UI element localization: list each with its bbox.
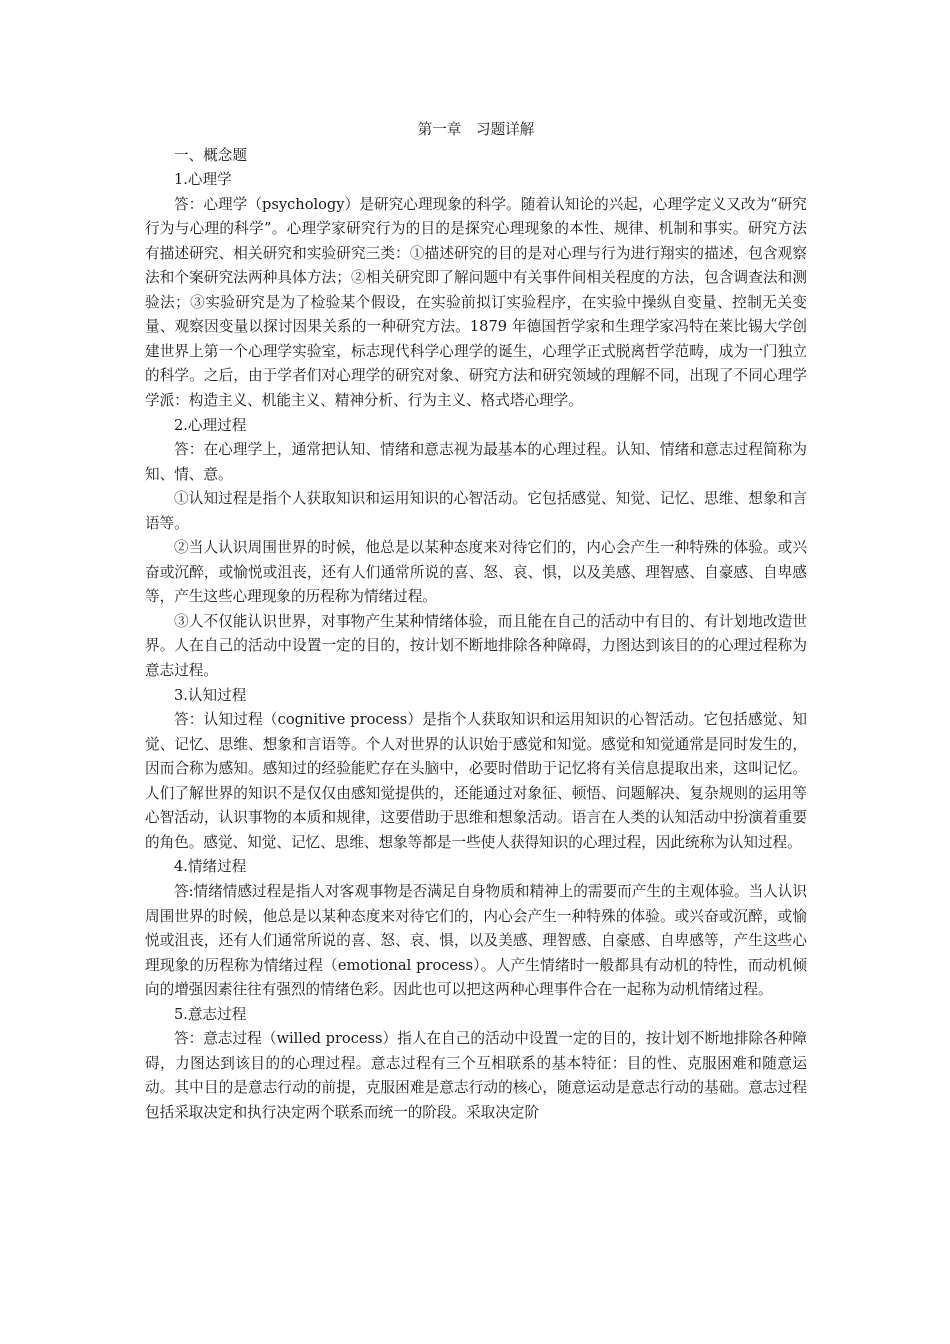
answer-paragraph: 答:情绪情感过程是指人对客观事物是否满足自身物质和精神上的需要而产生的主观体验。当人认识周围世界的时候，他总是以某种态度来对待它们的，内心会产生一种特殊的体验。或兴奋或沉醉，或愉悦或沮丧，还有人们通常所说的喜、怒、哀、惧，以及美感、理智感、自豪感、自卑感等，产生这些心理现象的历程称为情绪过程（emotional process）。人产生情绪时一般都具有动机的特性，而动机倾向的增强因素往往有强烈的情绪色彩。因此也可以把这两种心理事件合在一起称为动机情绪过程。 [145, 882, 807, 999]
term-heading: 5.意志过程 [174, 1005, 247, 1023]
answer-paragraph: 答：心理学（psychology）是研究心理现象的科学。随着认知论的兴起，心理学定义又改为“研究行为与心理的科学”。心理学家研究行为的目的是探究心理现象的本性、规律、机制和事实。研究方法有描述研究、相关研究和实验研究三类：①描述研究的目的是对心理与行为进行翔实的描述，包含观察法和个案研究法两种具体方法；②相关研究即了解问题中有关事件间相关程度的方法，包含调查法和测验法；③实验研究是为了检验某个假设，在实验前拟订实验程序，在实验中操纵自变量、控制无关变量、观察因变量以探讨因果关系的一种研究方法。1879 年德国哲学家和生理学家冯特在莱比锡大学创建世界上第一个心理学实验室，标志现代科学心理学的诞生，心理学正式脱离哲学范畴，成为一门独立的科学。之后，由于学者们对心理学的研究对象、研究方法和研究领域的理解不同，出现了不同心理学学派：构造主义、机能主义、精神分析、行为主义、格式塔心理学。 [145, 195, 807, 410]
answer-paragraph: 答：意志过程（willed process）指人在自己的活动中设置一定的目的，按计划不断地排除各种障碍，力图达到该目的的心理过程。意志过程有三个互相联系的基本特征：目的性、克服困难和随意运动。其中目的是意志行动的前提，克服困难是意志行动的核心，随意运动是意志行动的基础。意志过程包括采取决定和执行决定两个联系而统一的阶段。采取决定阶 [145, 1030, 807, 1121]
document-body [145, 168, 807, 1125]
term-heading: 2.心理过程 [174, 416, 247, 434]
term-heading: 4.情绪过程 [174, 858, 247, 876]
section-heading: 一、概念题 [174, 146, 247, 164]
answer-paragraph: 答：认知过程（cognitive process）是指个人获取知识和运用知识的心智活动。它包括感觉、知觉、记忆、思维、想象和言语等。个人对世界的认识始于感觉和知觉。感觉和知觉通常是同时发生的，因而合称为感知。感知过的经验能贮存在头脑中，必要时借助于记忆将有关信息提取出来，这叫记忆。人们了解世界的知识不是仅仅由感知觉提供的，还能通过对象征、顿悟、问题解决、复杂规则的运用等心智活动，认识事物的本质和规律，这要借助于思维和想象活动。语言在人类的认知活动中扮演着重要的角色。感觉、知觉、记忆、思维、想象等都是一些使人获得知识的心理过程，因此统称为认知过程。 [145, 711, 807, 851]
chapter-title: 第一章 习题详解 [417, 121, 535, 138]
answer-paragraph: ②当人认识周围世界的时候，他总是以某种态度来对待它们的，内心会产生一种特殊的体验。或兴奋或沉醉，或愉悦或沮丧，还有人们通常所说的喜、怒、哀、惧，以及美感、理智感、自豪感、自卑感等，产生这些心理现象的历程称为情绪过程。 [145, 539, 807, 606]
answer-paragraph: ①认知过程是指个人获取知识和运用知识的心智活动。它包括感觉、知觉、记忆、思维、想象和言语等。 [145, 490, 807, 532]
answer-paragraph: ③人不仅能认识世界，对事物产生某种情绪体验，而且能在自己的活动中有目的、有计划地改造世界。人在自己的活动中设置一定的目的，按计划不断地排除各种障碍，力图达到该目的的心理过程称为意志过程。 [145, 612, 807, 680]
answer-paragraph: 答：在心理学上，通常把认知、情绪和意志视为最基本的心理过程。认知、情绪和意志过程简称为知、情、意。 [145, 441, 807, 483]
term-heading: 1.心理学 [174, 171, 232, 189]
term-heading: 3.认知过程 [174, 686, 247, 704]
document-page [145, 118, 807, 1125]
